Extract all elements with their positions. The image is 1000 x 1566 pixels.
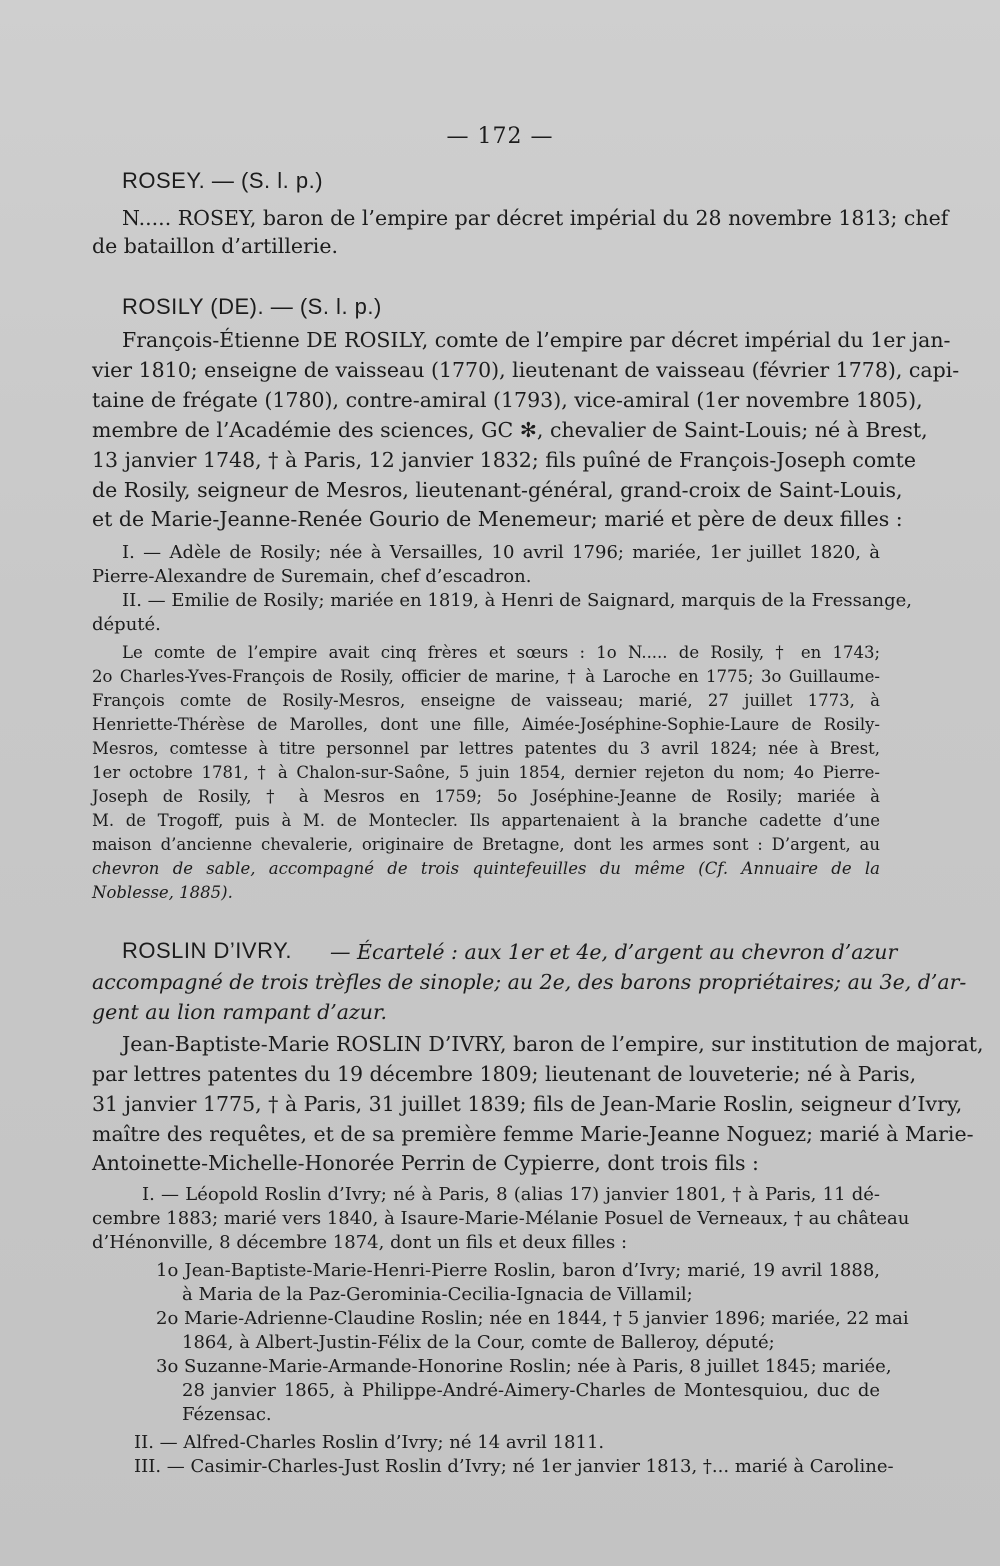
text-line: II. — Emilie de Rosily; mariée en 1819, à Henri de Saignard, marquis de la Fressange,: [122, 590, 913, 611]
text-line: chevron de sable, accompagné de trois quintefeuilles du même (Cf. Annuaire de la: [92, 859, 880, 878]
text-line: 28 janvier 1865, à Philippe-André-Aimery-Charles de Montesquiou, duc de: [182, 1380, 880, 1401]
text-line: Fézensac.: [182, 1404, 272, 1425]
text-line: 3o Suzanne-Marie-Armande-Honorine Roslin; née à Paris, 8 juillet 1845; mariée,: [156, 1356, 892, 1377]
text-line: Pierre-Alexandre de Suremain, chef d’escadron.: [92, 566, 532, 587]
text-line: 1864, à Albert-Justin-Félix de la Cour, comte de Balleroy, député;: [182, 1332, 775, 1353]
text-line: 1o Jean-Baptiste-Marie-Henri-Pierre Roslin, baron d’Ivry; marié, 19 avril 1888,: [156, 1260, 880, 1281]
text-line: gent au lion rampant d’azur.: [92, 1000, 388, 1024]
text-line: d’Hénonville, 8 décembre 1874, dont un fils et deux filles :: [92, 1232, 628, 1253]
text-line: Joseph de Rosily, † à Mesros en 1759; 5o Joséphine-Jeanne de Rosily; mariée à: [92, 787, 880, 806]
text-line: I. — Adèle de Rosily; née à Versailles, 10 avril 1796; mariée, 1er juillet 1820, à: [122, 542, 880, 563]
text-line: Jean-Baptiste-Marie ROSLIN D’IVRY, baron de l’empire, sur institution de majorat,: [122, 1032, 984, 1056]
text-line: Henriette-Thérèse de Marolles, dont une fille, Aimée-Joséphine-Sophie-Laure de Rosily-: [92, 715, 880, 734]
text-line: 2o Marie-Adrienne-Claudine Roslin; née en 1844, † 5 janvier 1896; mariée, 22 mai: [156, 1308, 909, 1329]
text-line: maison d’ancienne chevalerie, originaire de Bretagne, dont les armes sont : D’argent, au: [92, 835, 880, 854]
text-line: de bataillon d’artillerie.: [92, 234, 339, 258]
text-line: I. — Léopold Roslin d’Ivry; né à Paris, 8 (alias 17) janvier 1801, † à Paris, 11 dé-: [142, 1184, 880, 1205]
text-line: de Rosily, seigneur de Mesros, lieutenant-général, grand-croix de Saint-Louis,: [92, 478, 903, 502]
text-line: accompagné de trois trèfles de sinople; au 2e, des barons propriétaires; au 3e, d’ar-: [92, 970, 967, 994]
text-line: — Écartelé : aux 1er et 4e, d’argent au chevron d’azur: [330, 940, 898, 964]
text-line: et de Marie-Jeanne-Renée Gourio de Menemeur; marié et père de deux filles :: [92, 507, 903, 531]
text-line: N..... ROSEY, baron de l’empire par décret impérial du 28 novembre 1813; chef: [122, 206, 949, 230]
text-line: 31 janvier 1775, † à Paris, 31 juillet 1839; fils de Jean-Marie Roslin, seigneur d’Ivry,: [92, 1092, 963, 1116]
text-line: Mesros, comtesse à titre personnel par lettres patentes du 3 avril 1824; née à Brest,: [92, 739, 880, 758]
text-line: maître des requêtes, et de sa première femme Marie-Jeanne Noguez; marié à Marie-: [92, 1122, 974, 1146]
text-line: député.: [92, 614, 161, 635]
entry-heading: ROSEY. — (S. l. p.): [122, 168, 324, 193]
text-line: taine de frégate (1780), contre-amiral (1793), vice-amiral (1er novembre 1805),: [92, 388, 923, 412]
text-line: à Maria de la Paz-Gerominia-Cecilia-Ignacia de Villamil;: [182, 1284, 693, 1305]
text-line: Noblesse, 1885).: [92, 883, 233, 902]
text-line: membre de l’Académie des sciences, GC ✻, chevalier de Saint-Louis; né à Brest,: [92, 418, 928, 442]
text-line: vier 1810; enseigne de vaisseau (1770), lieutenant de vaisseau (février 1778), capi-: [92, 358, 960, 382]
text-line: Le comte de l’empire avait cinq frères et sœurs : 1o N..... de Rosily, † en 1743;: [122, 643, 880, 662]
text-line: cembre 1883; marié vers 1840, à Isaure-Marie-Mélanie Posuel de Verneaux, † au château: [92, 1208, 910, 1229]
text-line: 2o Charles-Yves-François de Rosily, officier de marine, † à Laroche en 1775; 3o Guillaume-: [92, 667, 880, 686]
text-line: III. — Casimir-Charles-Just Roslin d’Ivry; né 1er janvier 1813, †... marié à Caroline-: [134, 1456, 894, 1477]
page-number: — 172 —: [446, 124, 554, 149]
text-line: 1er octobre 1781, † à Chalon-sur-Saône, 5 juin 1854, dernier rejeton du nom; 4o Pierre-: [92, 763, 880, 782]
entry-heading: ROSLIN D’IVRY.: [122, 938, 293, 963]
text-line: M. de Trogoff, puis à M. de Montecler. Ils appartenaient à la branche cadette d’une: [92, 811, 880, 830]
text-line: II. — Alfred-Charles Roslin d’Ivry; né 14 avril 1811.: [134, 1432, 605, 1453]
text-line: 13 janvier 1748, † à Paris, 12 janvier 1832; fils puîné de François-Joseph comte: [92, 448, 916, 472]
entry-heading: ROSILY (DE). — (S. l. p.): [122, 294, 382, 319]
text-line: Antoinette-Michelle-Honorée Perrin de Cypierre, dont trois fils :: [92, 1151, 759, 1175]
text-line: François-Étienne DE ROSILY, comte de l’empire par décret impérial du 1er jan-: [122, 328, 951, 352]
text-line: François comte de Rosily-Mesros, enseigne de vaisseau; marié, 27 juillet 1773, à: [92, 691, 880, 710]
text-line: par lettres patentes du 19 décembre 1809; lieutenant de louveterie; né à Paris,: [92, 1062, 917, 1086]
